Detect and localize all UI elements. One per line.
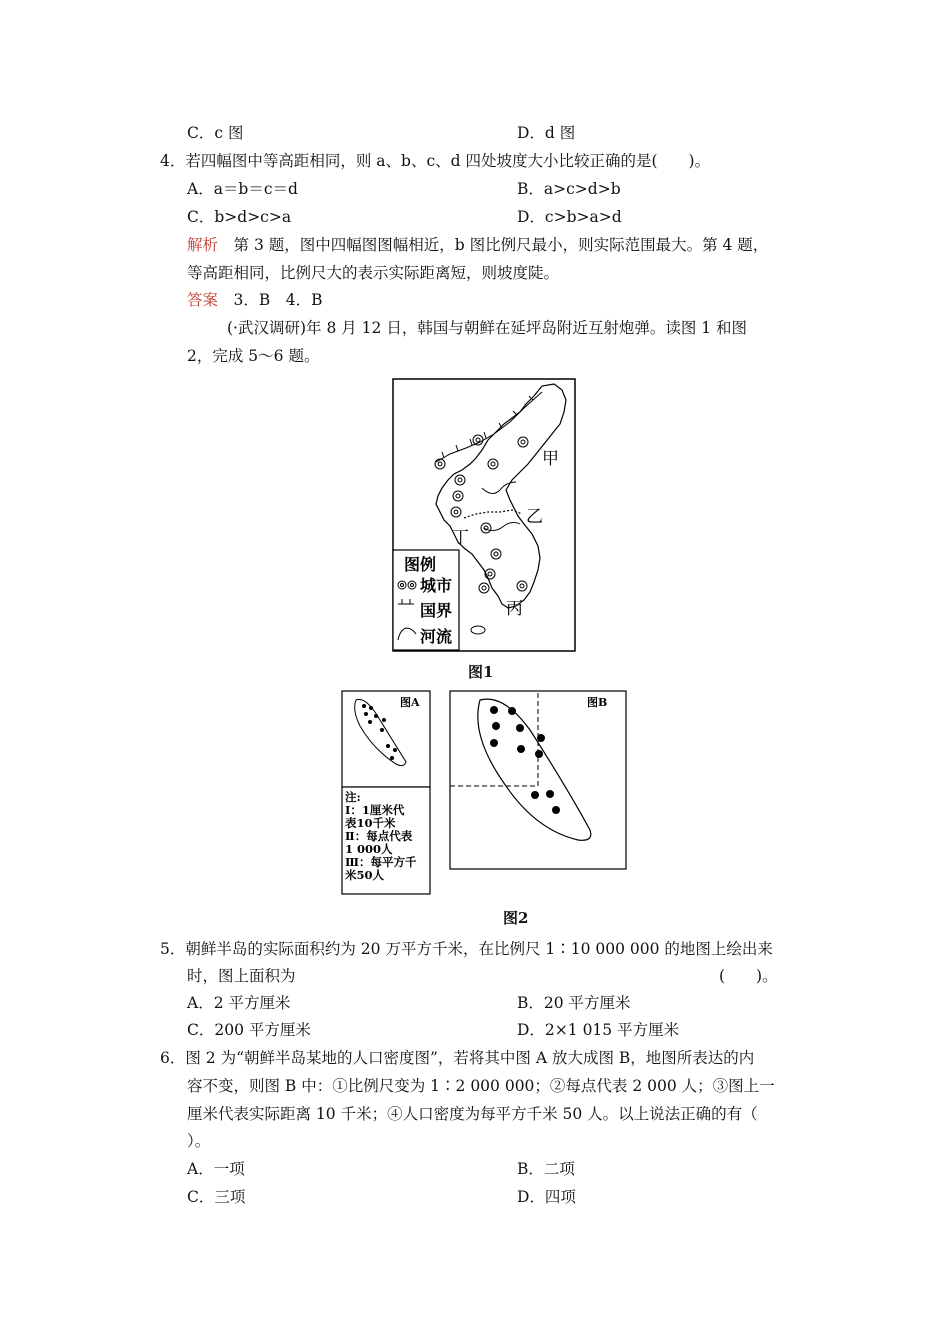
answer-text: 3．B 4．B	[218, 291, 323, 309]
note-1b: 表10千米	[345, 816, 396, 830]
q6-option-a: A．一项	[187, 1160, 245, 1178]
answer-line	[187, 290, 323, 310]
map-a-label: 图A	[400, 696, 420, 709]
figure-2	[340, 690, 630, 896]
map-b-label: 图B	[587, 696, 608, 709]
analysis-text: 第 3 题，图中四幅图图幅相近，b 图比例尺最小，则实际范围最大。第 4 题，	[218, 236, 769, 254]
figure-1-caption: 图1	[468, 663, 494, 681]
q6-option-c: C．三项	[187, 1188, 246, 1206]
q4-option-c: C．b>d>c>a	[187, 208, 292, 226]
q5-stem-line-2: 时，图上面积为	[187, 967, 296, 985]
note-2a: Ⅱ：每点代表	[345, 829, 413, 843]
q6-option-b: B．二项	[517, 1160, 575, 1178]
q5-answer-paren: ( )。	[719, 967, 778, 985]
q6-stem-line-3: 厘米代表实际距离 10 千米；④人口密度为每平方千米 50 人。以上说法正确的有（	[187, 1105, 758, 1123]
label-jia: 甲	[542, 449, 559, 469]
label-yi: 乙	[526, 507, 543, 527]
answer-label: 答案	[187, 291, 219, 309]
legend-border: 国界	[420, 601, 453, 620]
q5-option-c: C．200 平方厘米	[187, 1021, 311, 1039]
note-2b: 1 000人	[345, 842, 393, 856]
figure-2-caption: 图2	[503, 909, 529, 927]
q4-option-b: B．a>c>d>b	[517, 180, 621, 198]
q6-stem-line-2: 容不变，则图 B 中：①比例尺变为 1∶2 000 000；②每点代表 2 000 人；③图上一	[187, 1077, 775, 1095]
note-3a: Ⅲ：每平方千	[345, 855, 417, 869]
analysis-label: 解析	[187, 236, 219, 254]
label-ding: 丁	[452, 528, 469, 548]
q4-option-d: D．c>b>a>d	[517, 208, 622, 226]
q6-stem-line-1: 6．图 2 为“朝鲜半岛某地的人口密度图”，若将其中图 A 放大成图 B，地图所表达的内	[160, 1049, 755, 1067]
q5-option-a: A．2 平方厘米	[187, 994, 291, 1012]
legend-city: 城市	[420, 576, 453, 595]
analysis-line-2: 等高距相同，比例尺大的表示实际距离短，则坡度陡。	[187, 264, 560, 282]
note-3b: 米50人	[345, 868, 385, 882]
figure-1-map	[392, 378, 576, 652]
q4-option-a: A．a＝b＝c＝d	[187, 180, 298, 198]
label-bing: 丙	[506, 599, 523, 619]
q6-option-d: D．四项	[517, 1188, 576, 1206]
q5-stem-line-1: 5．朝鲜半岛的实际面积约为 20 万平方千米，在比例尺 1∶10 000 000 的地图上绘出来	[160, 940, 773, 958]
intro-line-1: (·武汉调研)年 8 月 12 日，韩国与朝鲜在延坪岛附近互射炮弹。读图 1 和图	[227, 319, 748, 337]
legend-river: 河流	[420, 627, 453, 646]
q3-option-d: D．d 图	[517, 124, 576, 142]
q6-stem-line-4: ）。	[187, 1132, 211, 1150]
note-title: 注:	[345, 790, 361, 804]
q4-stem: 4．若四幅图中等高距相同，则 a、b、c、d 四处坡度大小比较正确的是( )。	[160, 152, 711, 170]
q3-option-c: C．c 图	[187, 124, 244, 142]
analysis-line-1	[187, 235, 768, 255]
intro-line-2: 2，完成 5～6 题。	[187, 347, 320, 365]
q5-option-d: D．2×1 015 平方厘米	[517, 1021, 680, 1039]
legend-title: 图例	[404, 555, 437, 574]
q5-option-b: B．20 平方厘米	[517, 994, 631, 1012]
note-1a: Ⅰ：1厘米代	[345, 803, 405, 817]
